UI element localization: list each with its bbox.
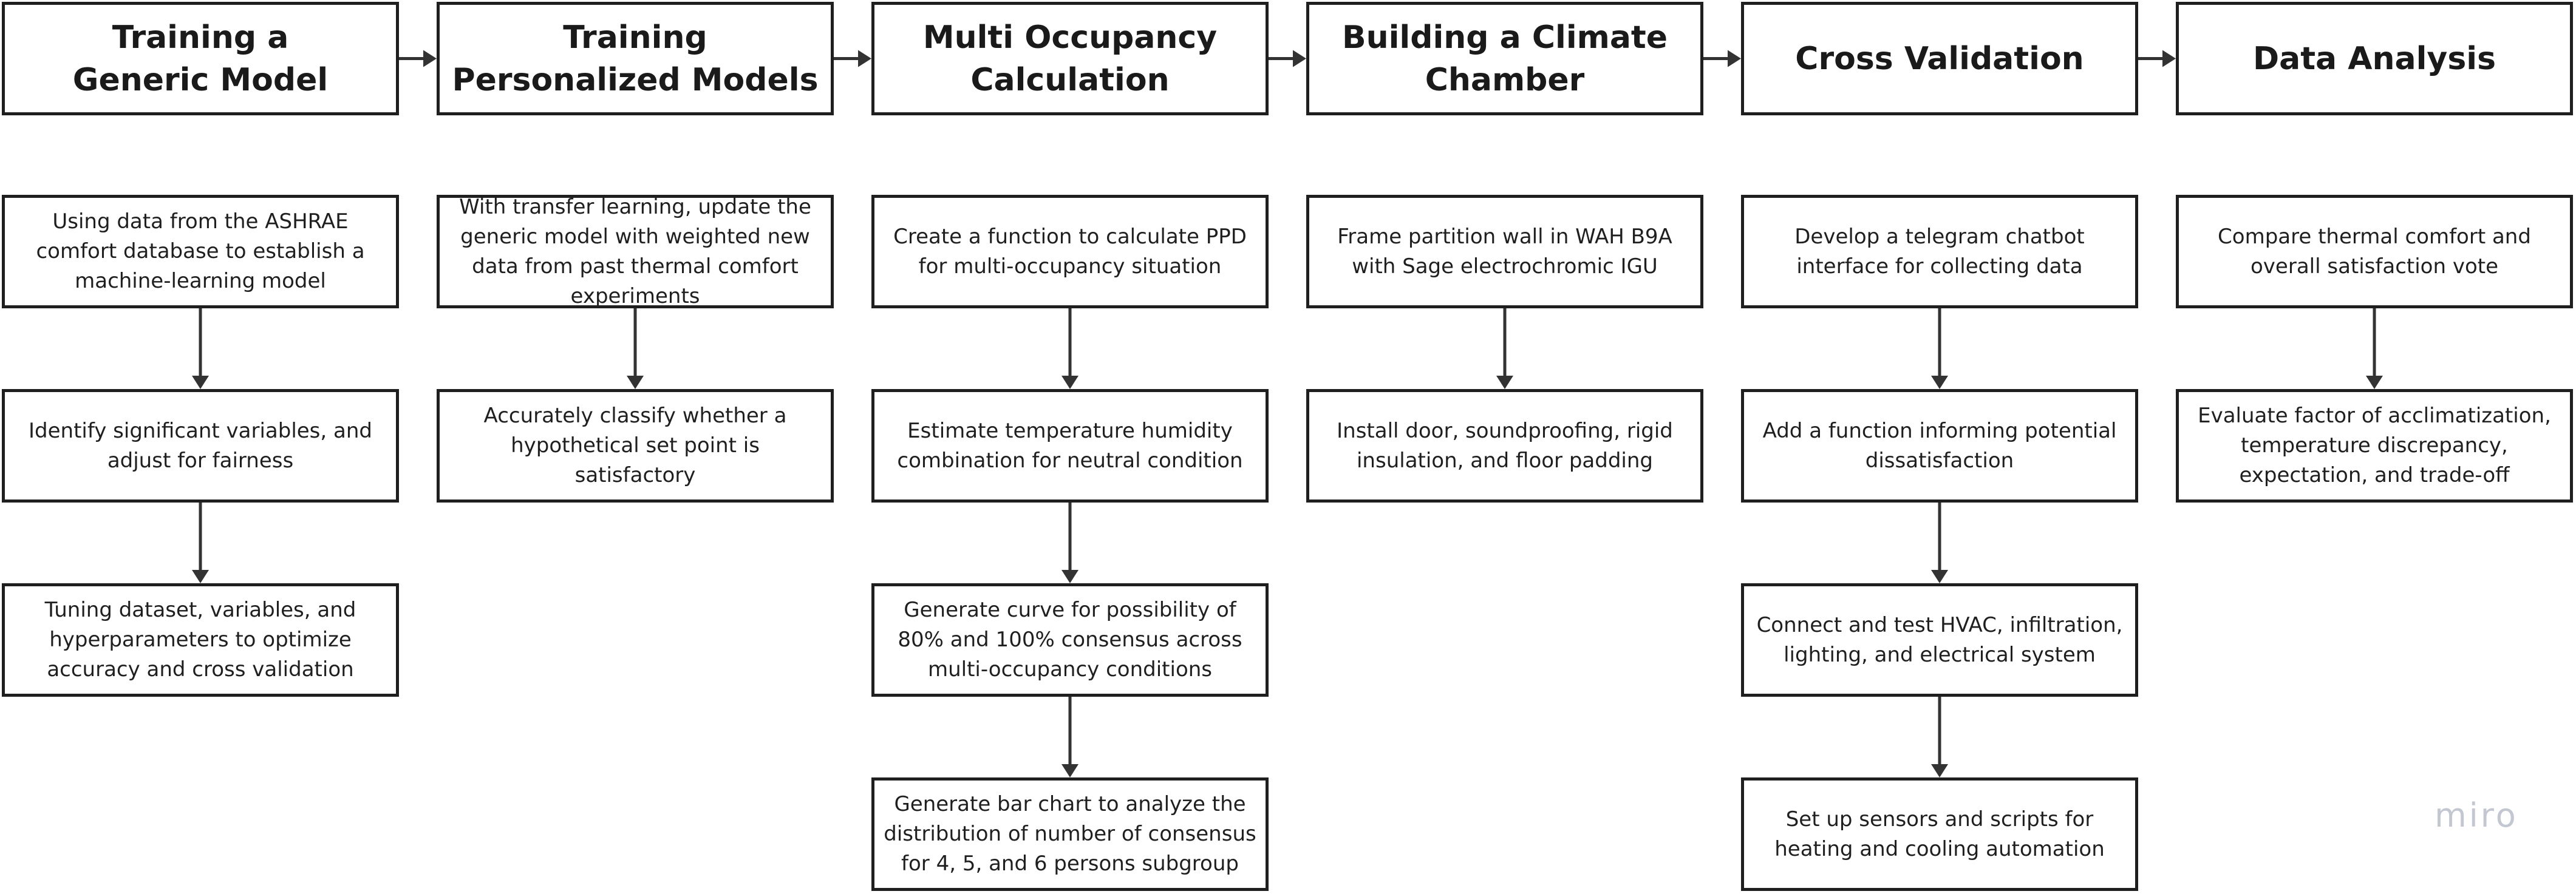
step-label: Identify significant variables, and adjust for fairness [29, 418, 372, 473]
header-climate-chamber [1306, 2, 1703, 115]
arrowhead-down-icon [1931, 376, 1948, 389]
header-label: Building a Climate Chamber [1341, 19, 1668, 98]
step-label: With transfer learning, update the generic model with weighted new data from past thermal comfort experiments [459, 194, 811, 308]
step-climate-chamber-1 [1306, 195, 1703, 308]
arrowhead-right-icon [1728, 50, 1741, 67]
arrowhead-down-icon [1496, 376, 1513, 389]
miro-watermark: miro [2435, 796, 2518, 835]
arrowhead-down-icon [1061, 764, 1078, 777]
header-label: Cross Validation [1795, 40, 2084, 77]
header-label: Training Personalized Models [452, 19, 819, 98]
step-cross-validation-3 [1741, 583, 2138, 697]
arrowhead-down-icon [627, 376, 644, 389]
step-label: Install door, soundproofing, rigid insulation, and floor padding [1337, 418, 1673, 473]
arrowhead-right-icon [423, 50, 437, 67]
step-label: Estimate temperature humidity combination for neutral condition [897, 418, 1243, 473]
header-label: Multi Occupancy Calculation [922, 19, 1218, 98]
step-label: Set up sensors and scripts for heating and cooling automation [1774, 807, 2105, 861]
step-data-analysis-2 [2176, 389, 2573, 503]
arrowhead-right-icon [1293, 50, 1306, 67]
header-label: Data Analysis [2252, 40, 2496, 77]
step-label: Accurately classify whether a hypothetical set point is satisfactory [483, 404, 787, 487]
step-multi-occupancy-1 [871, 195, 1269, 308]
step-label: Generate curve for possibility of 80% and 100% consensus across multi-occupancy conditions [898, 598, 1242, 682]
header-multi-occupancy [871, 2, 1269, 115]
arrowhead-down-icon [2366, 376, 2383, 389]
arrowhead-down-icon [1931, 764, 1948, 777]
step-label: Add a function informing potential dissatisfaction [1762, 418, 2117, 473]
step-label: Compare thermal comfort and overall satisfaction vote [2218, 224, 2531, 279]
step-label: Evaluate factor of acclimatization, temperature discrepancy, expectation, and trade-off [2198, 404, 2551, 487]
step-label: Develop a telegram chatbot interface for collecting data [1794, 224, 2085, 279]
header-generic-model [2, 2, 399, 115]
step-label: Create a function to calculate PPD for multi-occupancy situation [893, 224, 1247, 279]
step-label: Connect and test HVAC, infiltration, lighting, and electrical system [1756, 612, 2123, 667]
header-data-analysis [2176, 2, 2573, 115]
step-label: Generate bar chart to analyze the distribution of number of consensus for 4, 5, and 6 persons subgroup [884, 792, 1256, 876]
step-multi-occupancy-4 [871, 777, 1269, 891]
arrowhead-right-icon [858, 50, 871, 67]
step-generic-2 [2, 389, 399, 503]
step-personalized-1 [437, 195, 834, 308]
header-cross-validation [1741, 2, 2138, 115]
step-label: Using data from the ASHRAE comfort database to establish a machine-learning model [36, 209, 365, 293]
step-label: Tuning dataset, variables, and hyperparameters to optimize accuracy and cross validation [44, 598, 356, 682]
header-personalized-models [437, 2, 834, 115]
arrowhead-down-icon [192, 376, 209, 389]
step-generic-3 [2, 583, 399, 697]
step-label: Frame partition wall in WAH B9A with Sage electrochromic IGU [1337, 224, 1672, 279]
arrowhead-right-icon [2162, 50, 2176, 67]
step-data-analysis-1 [2176, 195, 2573, 308]
arrowhead-down-icon [1061, 376, 1078, 389]
step-multi-occupancy-2 [871, 389, 1269, 503]
arrowhead-down-icon [1061, 570, 1078, 583]
step-cross-validation-4 [1741, 777, 2138, 891]
step-generic-1 [2, 195, 399, 308]
step-cross-validation-1 [1741, 195, 2138, 308]
step-climate-chamber-2 [1306, 389, 1703, 503]
arrowhead-down-icon [1931, 570, 1948, 583]
step-multi-occupancy-3 [871, 583, 1269, 697]
header-label: Training a Generic Model [72, 19, 329, 98]
arrowhead-down-icon [192, 570, 209, 583]
step-cross-validation-2 [1741, 389, 2138, 503]
step-personalized-2 [437, 389, 834, 503]
